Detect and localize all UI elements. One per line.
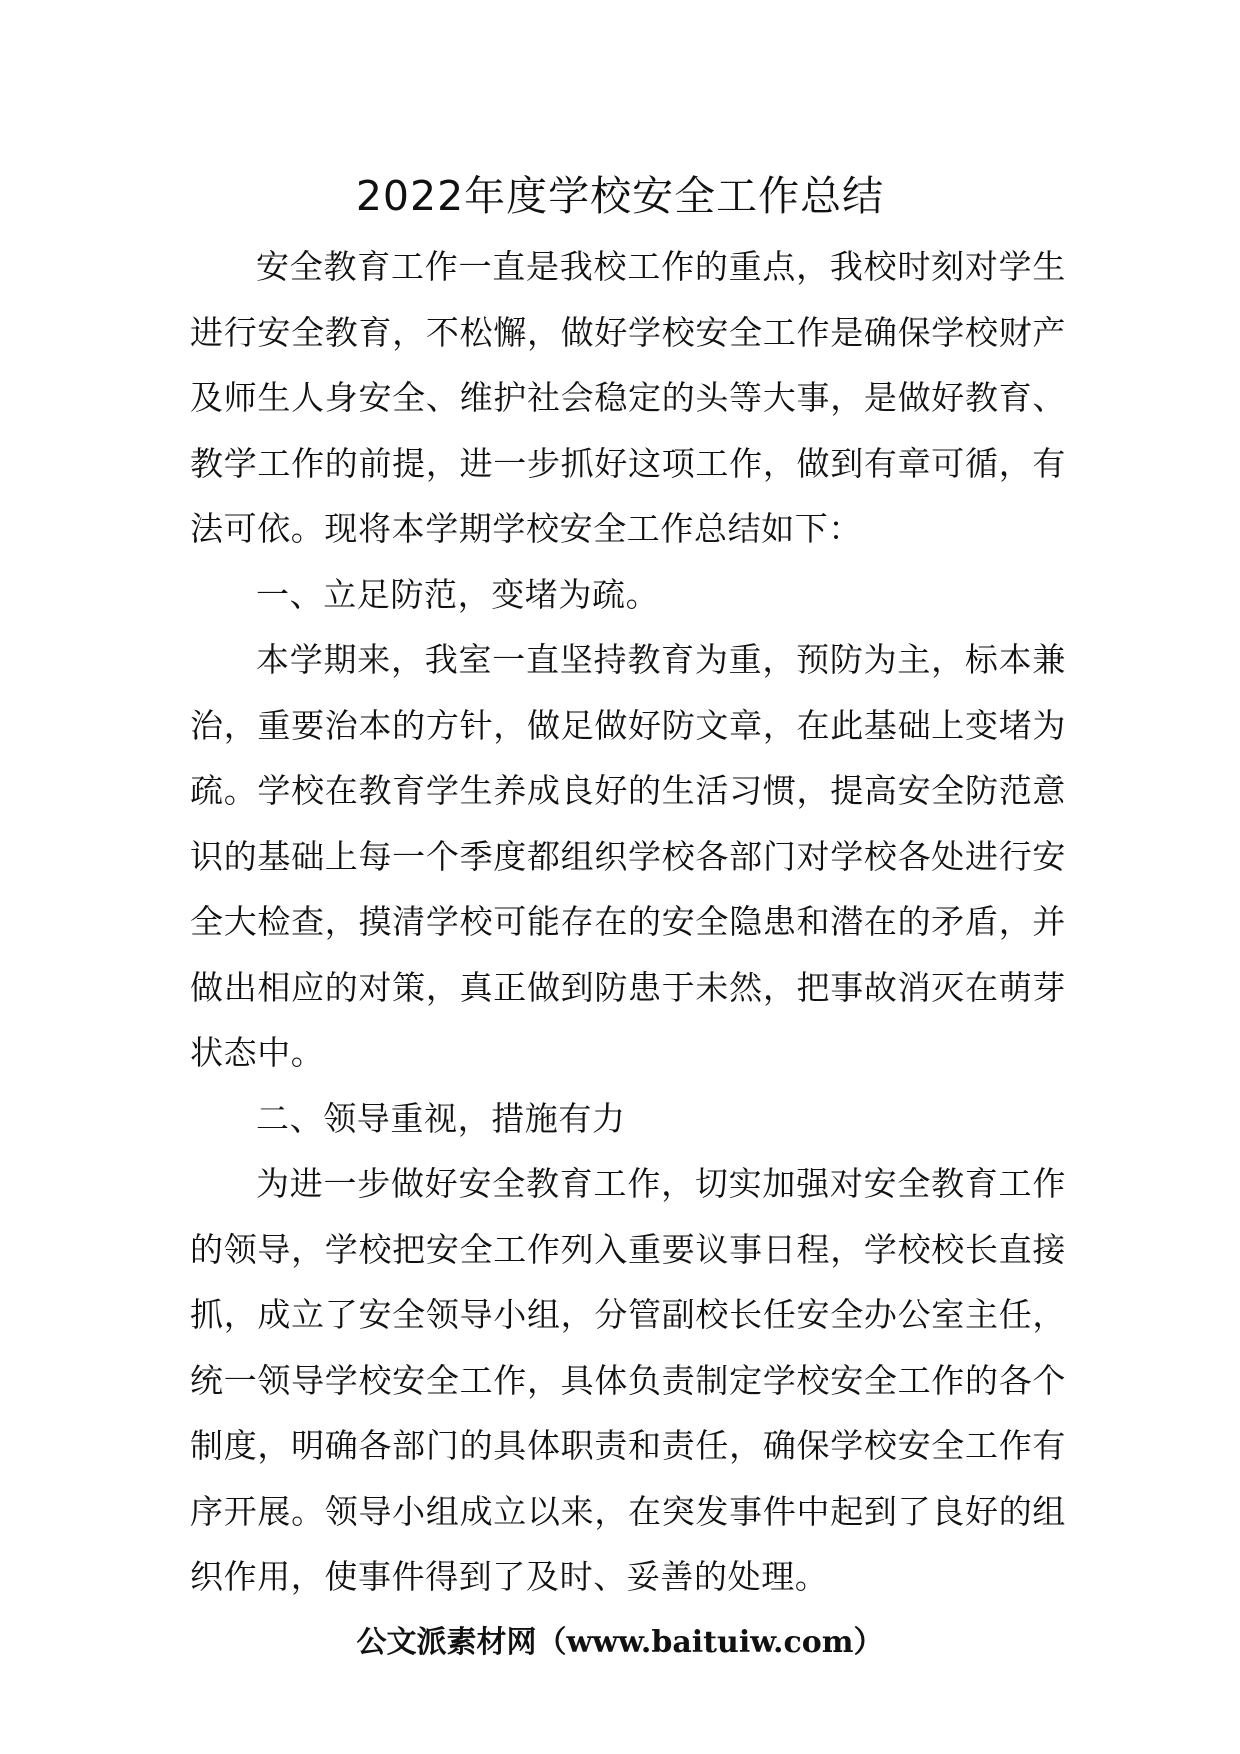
- document-title: 2022年度学校安全工作总结: [355, 172, 885, 220]
- paragraph-intro: 安全教育工作一直是我校工作的重点，我校时刻对学生进行安全教育，不松懈，做好学校安全工作是确保学校财产及师生人身安全、维护社会稳定的头等大事，是做好教育、教学工作的前提，进一步抓好这项工作，做到有章可循，有法可依。现将本学期学校安全工作总结如下：: [190, 247, 1066, 548]
- paragraph-section-1: 本学期来，我室一直坚持教育为重，预防为主，标本兼治，重要治本的方针，做足做好防文章，在此基础上变堵为疏。学校在教育学生养成良好的生活习惯，提高安全防范意识的基础上每一个季度都组织学校各部门对学校各处进行安全大检查，摸清学校可能存在的安全隐患和潜在的矛盾，并做出相应的对策，真正做到防患于未然，把事故消灭在萌芽状态中。: [190, 640, 1066, 1072]
- paragraph-section-2: 为进一步做好安全教育工作，切实加强对安全教育工作的领导，学校把安全工作列入重要议事日程，学校校长直接抓，成立了安全领导小组，分管副校长任安全办公室主任，统一领导学校安全工作，具体负责制定学校安全工作的各个制度，明确各部门的具体职责和责任，确保学校安全工作有序开展。领导小组成立以来，在突发事件中起到了良好的组织作用，使事件得到了及时、妥善的处理。: [190, 1164, 1066, 1596]
- document-body: [190, 234, 1066, 1610]
- section-heading-2: 二、领导重视，措施有力: [256, 1098, 626, 1138]
- section-heading-1: 一、立足防范，变堵为疏。: [256, 574, 660, 614]
- footer-source: 公文派素材网（www.baituiw.com）: [356, 1625, 884, 1660]
